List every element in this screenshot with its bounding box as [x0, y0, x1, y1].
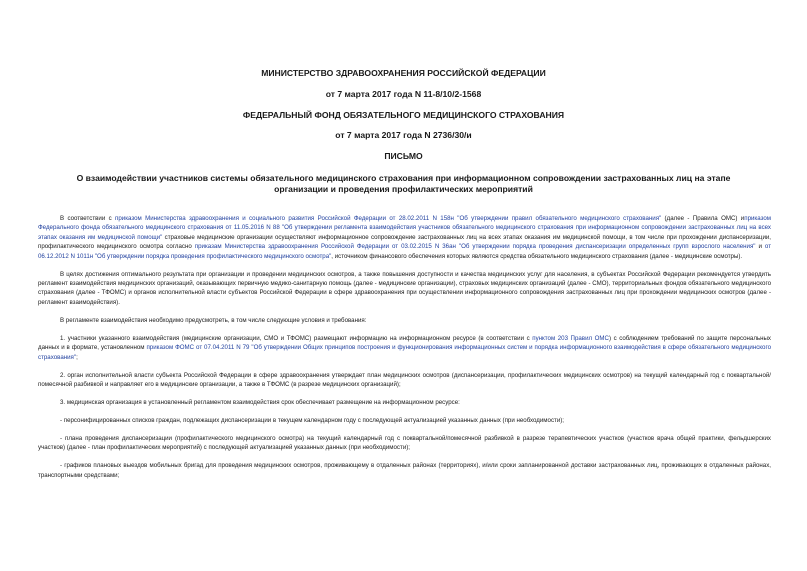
order-1011n-link[interactable]: от 06.12.2012 N 1011н "Об утверждении порядка проведения профилактического медицинского осмотра"	[38, 243, 772, 260]
ministry-date: от 7 марта 2017 года N 11-8/10/2-1568	[325, 89, 482, 99]
rules-item-203-link[interactable]: пунктом 203 Правил ОМС	[532, 334, 609, 342]
paragraph-2: В целях достижения оптимального результата при организации и проведении медицинских осмотров, а также повышения доступности и качества медицинских услуг для населения, в субъектах Российской Федерации рекомендуется утвердить регламент взаимодействия медицинских организаций, оказывающих первичную медико-санитарную помощь (далее - медицинские организации), страховых медицинских организаций (далее - СМО), территориальных фондов обязательного медицинского страхования (далее - ТФОМС) и органов исполнительной власти субъектов Российской Федерации в сфере здравоохранения при осуществлении информационного сопровождения застрахованных лиц при прохождении медицинских осмотров (далее - регламент взаимодействия).	[38, 270, 771, 306]
paragraph-text: , источником финансового обеспечения которых являются средства обязательного медицинского страхования (далее - медицинские осмотры).	[331, 252, 743, 260]
ministry-heading: МИНИСТЕРСТВО ЗДРАВООХРАНЕНИЯ РОССИЙСКОЙ ФЕДЕРАЦИИ	[261, 68, 546, 78]
order-158n-link[interactable]: приказом Министерства здравоохранения и социального развития Российской Федерации от 28.02.2011 N 158н "Об утверждении правил обязательного медицинского страхования"	[115, 215, 662, 222]
order-88-link[interactable]: приказом Федерального фонда обязательного медицинского страхования от 11.05.2016 N 88 "Об утверждении регламента взаимодействия участников обязательного медицинского страхования при информационном сопровождении застрахованных лиц на всех этапах оказания им медицинской помощи"	[38, 215, 771, 241]
paragraph-6: 3. медицинская организация в установленный регламентом взаимодействия срок обеспечивает размещение на информационном ресурсе:	[60, 399, 460, 407]
fund-date: от 7 марта 2017 года N 2736/30/и	[335, 130, 472, 140]
paragraph-text: 1. участники указанного взаимодействия (медицинские организации, СМО и ТФОМС) размещают информацию на информационном ресурсе (в соответствии с	[60, 334, 533, 342]
paragraph-text: (далее - Правила ОМС) и	[661, 215, 745, 222]
document-type: ПИСЬМО	[384, 151, 423, 161]
paragraph-text: ) с соблюдением требований по защите персональных данных и в формате, установленном	[38, 334, 771, 352]
paragraph-text: ;	[76, 353, 78, 361]
document-title: О взаимодействии участников системы обязательного медицинского страхования при информационном сопровождении застрахованных лиц на этапе организации и проведения профилактических мероприятий	[76, 173, 731, 194]
order-79-link[interactable]: приказом ФОМС от 07.04.2011 N 79 "Об утверждении Общих принципов построения и функционирования информационных систем и порядка информационного взаимодействия в сфере обязательного медицинского страхования"	[38, 344, 771, 361]
paragraph-4	[38, 334, 771, 362]
paragraph-7: - персонифицированных списков граждан, подлежащих диспансеризации в текущем календарном году с последующей актуализацией указанных данных (при необходимости);	[60, 417, 565, 425]
paragraph-5: 2. орган исполнительной власти субъекта Российской Федерации в сфере здравоохранения утверждает план медицинских осмотров (диспансеризации, профилактических медицинских осмотров) на текущий календарный год с поквартальной/помесячной разбивкой и направляет его в медицинские организации, а также в ТФОМС (в разрезе медицинских организаций);	[38, 371, 771, 389]
paragraph-9: - графиков плановых выездов мобильных бригад для проведения медицинских осмотров, проживающему в отдаленных районах (территориях), и/или сроки запланированной доставки застрахованных лиц, проживающих в отдаленных районах, транспортными средствами;	[38, 462, 771, 479]
paragraph-text: и	[755, 243, 765, 251]
paragraph-8: - плана проведения диспансеризации (профилактического медицинского осмотра) на текущий календарный год с поквартальной/помесячной разбивкой в разрезе терапевтических участков (участков врача общей практики, фельдшерских участков) (далее - план профилактических мероприятий) с последующей актуализацией указанных данных (при необходимости);	[38, 435, 771, 452]
paragraph-text: В соответствии с	[60, 215, 116, 222]
paragraph-3: В регламенте взаимодействия необходимо предусмотреть, в том числе следующие условия и требования:	[60, 316, 367, 324]
fund-heading: ФЕДЕРАЛЬНЫЙ ФОНД ОБЯЗАТЕЛЬНОГО МЕДИЦИНСКОГО СТРАХОВАНИЯ	[242, 110, 565, 120]
document-body	[38, 214, 771, 489]
paragraph-text: страховые медицинские организации осуществляют информационное сопровождение застрахованных лиц на всех этапах оказания им медицинской помощи, в том числе при прохождении диспансеризации, профилактического медицинского осмотра согласно	[38, 233, 772, 251]
order-36an-link[interactable]: приказам Министерства здравоохранения Российской Федерации от 03.02.2015 N 36ан "Об утверждении порядка проведения диспансеризации определенных групп взрослого населения"	[194, 243, 756, 251]
paragraph-1	[38, 214, 771, 261]
